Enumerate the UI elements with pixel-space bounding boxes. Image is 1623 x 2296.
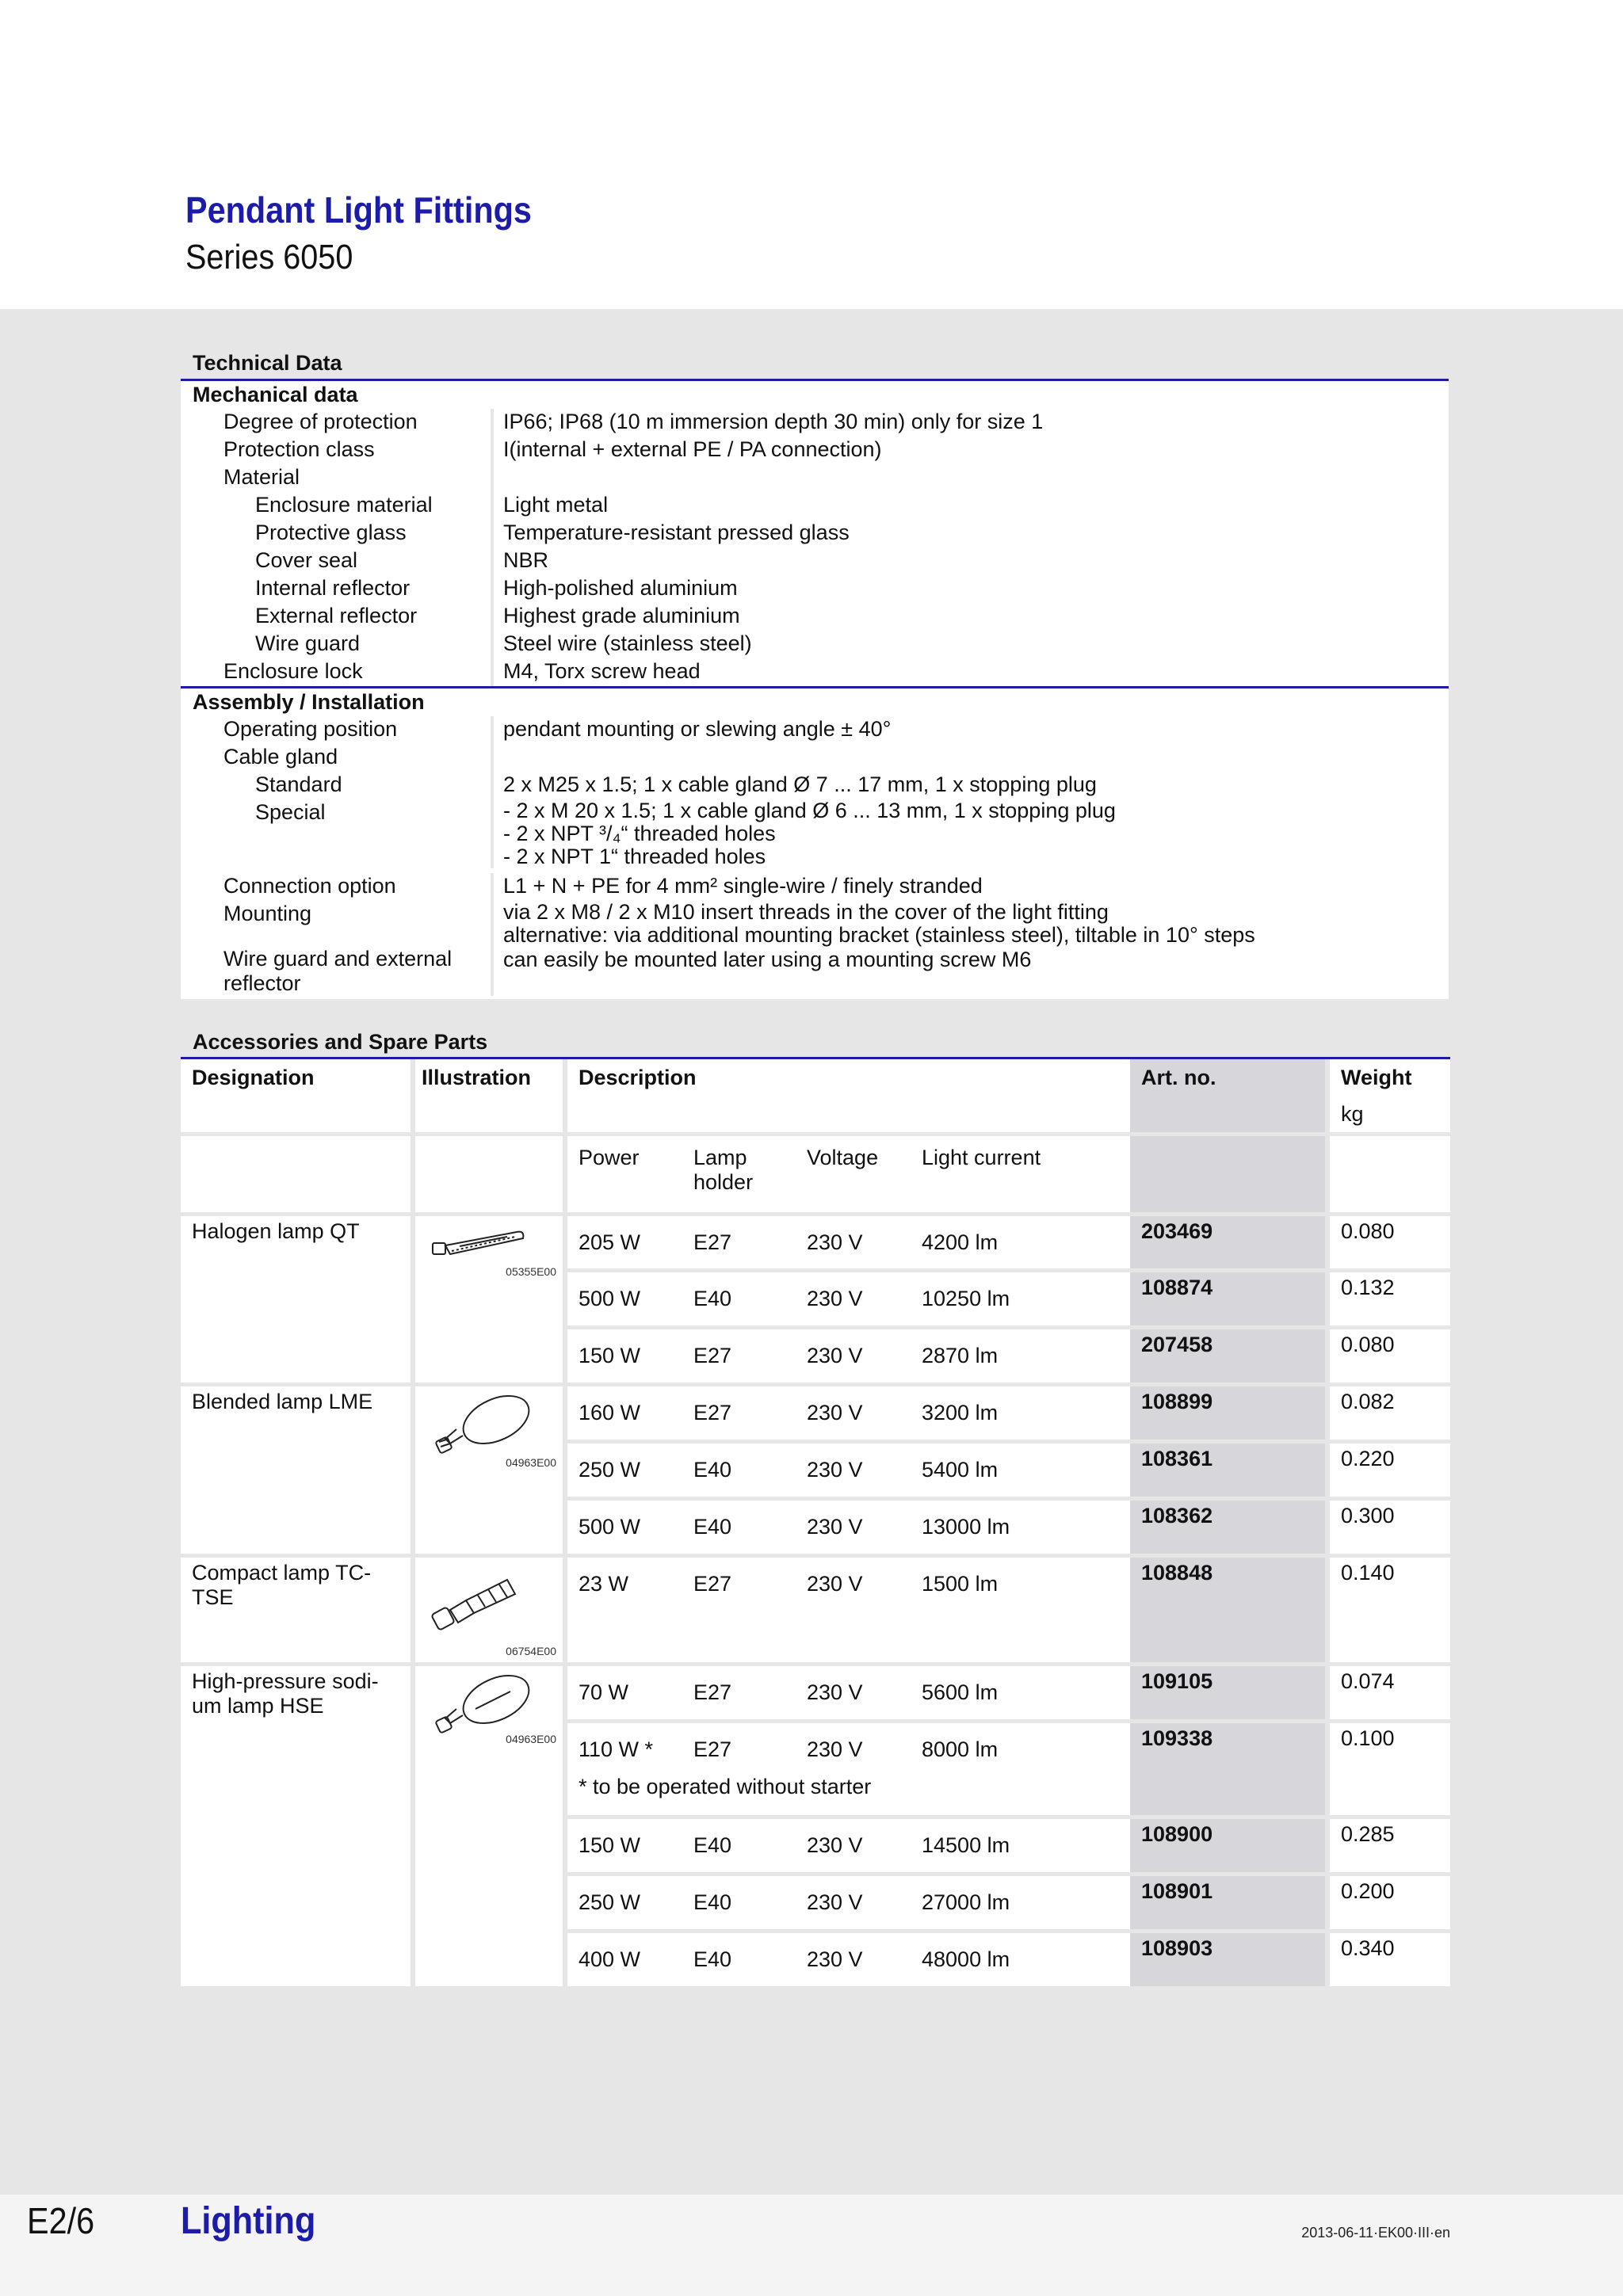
light-value: 2870 lm <box>922 1344 999 1367</box>
table-row <box>181 1212 1450 1268</box>
art-number: 108900 <box>1130 1815 1325 1872</box>
power-value: 23 W <box>579 1572 629 1596</box>
voltage-value: 230 V <box>807 1458 863 1482</box>
tech-value: Steel wire (stainless steel) <box>503 631 752 655</box>
description-cell <box>567 1325 1130 1383</box>
tech-label: Standard <box>181 772 494 799</box>
compact-lamp-icon <box>428 1562 539 1642</box>
voltage-value: 230 V <box>807 1890 863 1914</box>
holder-value: E40 <box>693 1458 732 1482</box>
light-value: 48000 lm <box>922 1947 1010 1971</box>
description-cell <box>567 1212 1130 1268</box>
lamp-label: Lamp <box>693 1146 747 1169</box>
description-cell <box>567 1929 1130 1986</box>
holder-value: E27 <box>693 1572 732 1596</box>
description-cell <box>567 1815 1130 1872</box>
designation-line: High-pressure sodi- <box>192 1669 379 1693</box>
tech-label: Protective glass <box>181 520 494 547</box>
sodium-lamp-icon <box>428 1671 539 1742</box>
weight-unit: kg <box>1341 1102 1364 1126</box>
voltage-value: 230 V <box>807 1680 863 1704</box>
description-cell <box>567 1662 1130 1719</box>
tech-label: Cover seal <box>181 547 494 575</box>
illustration-cell <box>411 1383 567 1554</box>
starter-note: * to be operated without starter <box>579 1775 872 1798</box>
tech-value-line: alternative: via additional mounting bracket (stainless steel), tiltable in 10° steps <box>503 923 1255 947</box>
holder-value: E40 <box>693 1287 732 1310</box>
light-value: 3200 lm <box>922 1401 999 1425</box>
tech-value: Temperature-resistant pressed glass <box>503 521 850 544</box>
designation-cell: Blended lamp LME <box>181 1383 411 1554</box>
technical-data-table <box>181 347 1449 999</box>
holder-value: E27 <box>693 1401 732 1425</box>
tech-label: Degree of protection <box>181 409 494 437</box>
assembly-title: Assembly / Installation <box>181 688 1449 716</box>
holder-value: E40 <box>693 1947 732 1971</box>
subheader-cells <box>567 1132 1130 1212</box>
light-value: 8000 lm <box>922 1737 999 1761</box>
designation-line: um lamp HSE <box>192 1694 324 1718</box>
holder-value: E27 <box>693 1230 732 1254</box>
art-header: Art. no. <box>1130 1059 1325 1132</box>
designation-cell <box>181 1662 411 1986</box>
light-value: 5600 lm <box>922 1680 999 1704</box>
light-value: 10250 lm <box>922 1287 1010 1310</box>
tech-label: Mounting <box>181 901 494 947</box>
accessories-table <box>181 1027 1450 1986</box>
accessories-grid <box>181 1059 1450 1986</box>
tech-label: Special <box>181 799 494 868</box>
designation-line: TSE <box>192 1585 234 1609</box>
tech-value: I(internal + external PE / PA connection) <box>503 437 882 461</box>
illustration-code: 04963E00 <box>506 1733 556 1745</box>
empty-cell <box>1325 1132 1450 1212</box>
power-value: 160 W <box>579 1401 641 1425</box>
tech-row <box>181 631 1449 658</box>
power-value: 500 W <box>579 1287 641 1310</box>
power-value: 400 W <box>579 1947 641 1971</box>
tech-value-line: - 2 x NPT ³/₄“ threaded holes <box>503 822 776 845</box>
tech-value: Highest grade aluminium <box>503 604 740 627</box>
light-value: 4200 lm <box>922 1230 999 1254</box>
tech-value-line: via 2 x M8 / 2 x M10 insert threads in the cover of the light fitting <box>503 900 1109 924</box>
weight-value: 0.082 <box>1325 1383 1450 1440</box>
tech-value-line: - 2 x NPT 1“ threaded holes <box>503 845 766 868</box>
mechanical-section <box>181 379 1449 686</box>
tech-row <box>181 799 1449 868</box>
voltage-value: 230 V <box>807 1344 863 1367</box>
voltage-value: 230 V <box>807 1833 863 1857</box>
weight-value: 0.300 <box>1325 1497 1450 1554</box>
holder-label: holder <box>693 1170 754 1194</box>
voltage-value: 230 V <box>807 1287 863 1310</box>
holder-value: E27 <box>693 1737 732 1761</box>
page-title: Pendant Light Fittings <box>185 189 532 231</box>
tech-row <box>181 464 1449 492</box>
weight-value: 0.080 <box>1325 1212 1450 1268</box>
voltage-value: 230 V <box>807 1401 863 1425</box>
tech-row <box>181 947 1449 999</box>
designation-line: Compact lamp TC- <box>192 1561 372 1585</box>
holder-value: E27 <box>693 1680 732 1704</box>
tech-label-line: Wire guard and external <box>223 947 453 971</box>
holder-value: E40 <box>693 1515 732 1539</box>
page-subtitle: Series 6050 <box>185 238 353 277</box>
tech-row <box>181 492 1449 520</box>
power-value: 205 W <box>579 1230 641 1254</box>
tech-label: Operating position <box>181 716 494 744</box>
page-number: E2/6 <box>27 2200 95 2241</box>
power-value: 250 W <box>579 1890 641 1914</box>
tech-value: High-polished aluminium <box>503 576 738 600</box>
tech-value <box>494 464 1449 492</box>
tech-value: can easily be mounted later using a mounting screw M6 <box>503 948 1032 971</box>
tech-value <box>494 901 1449 947</box>
designation-cell: Halogen lamp QT <box>181 1212 411 1383</box>
voltage-header: Voltage <box>807 1146 879 1169</box>
tech-value: NBR <box>503 548 549 572</box>
empty-cell <box>181 1132 411 1212</box>
tech-label: Enclosure material <box>181 492 494 520</box>
art-number: 108362 <box>1130 1497 1325 1554</box>
header-row <box>181 1059 1450 1132</box>
power-header: Power <box>579 1146 640 1169</box>
tech-label: Wire guard <box>181 631 494 658</box>
weight-value: 0.132 <box>1325 1268 1450 1325</box>
technical-data-caption: Technical Data <box>193 351 342 375</box>
mechanical-title: Mechanical data <box>181 381 1449 409</box>
tech-row <box>181 575 1449 603</box>
tech-value: IP66; IP68 (10 m immersion depth 30 min) only for size 1 <box>503 410 1044 433</box>
art-number: 203469 <box>1130 1212 1325 1268</box>
weight-value: 0.340 <box>1325 1929 1450 1986</box>
tech-value: 2 x M25 x 1.5; 1 x cable gland Ø 7 ... 17 mm, 1 x stopping plug <box>503 772 1097 796</box>
tech-row <box>181 744 1449 772</box>
tech-row <box>181 437 1449 464</box>
tech-label: External reflector <box>181 603 494 631</box>
art-number: 108848 <box>1130 1554 1325 1662</box>
tech-label <box>181 947 494 996</box>
art-number: 108361 <box>1130 1440 1325 1497</box>
voltage-value: 230 V <box>807 1230 863 1254</box>
tech-row <box>181 547 1449 575</box>
table-row <box>181 1554 1450 1662</box>
tech-label: Enclosure lock <box>181 658 494 686</box>
footer-section-title: Lighting <box>181 2200 316 2242</box>
art-number: 207458 <box>1130 1325 1325 1383</box>
light-value: 1500 lm <box>922 1572 999 1596</box>
halogen-lamp-icon <box>428 1221 531 1268</box>
table-row <box>181 1662 1450 1719</box>
voltage-value: 230 V <box>807 1572 863 1596</box>
voltage-value: 230 V <box>807 1947 863 1971</box>
power-value: 110 W * <box>579 1737 654 1761</box>
weight-value: 0.100 <box>1325 1719 1450 1815</box>
tech-label: Cable gland <box>181 744 494 772</box>
weight-value: 0.080 <box>1325 1325 1450 1383</box>
voltage-value: 230 V <box>807 1515 863 1539</box>
power-value: 150 W <box>579 1833 641 1857</box>
illustration-cell <box>411 1662 567 1986</box>
tech-row <box>181 716 1449 744</box>
holder-value: E40 <box>693 1833 732 1857</box>
illustration-header: Illustration <box>411 1059 567 1132</box>
description-cell <box>567 1440 1130 1497</box>
tech-row <box>181 901 1449 947</box>
document-code: 2013-06-11·EK00·III·en <box>1301 2225 1450 2241</box>
light-value: 13000 lm <box>922 1515 1010 1539</box>
assembly-section <box>181 686 1449 999</box>
art-number: 108874 <box>1130 1268 1325 1325</box>
description-cell <box>567 1268 1130 1325</box>
description-cell <box>567 1497 1130 1554</box>
holder-value: E40 <box>693 1890 732 1914</box>
art-number: 109338 <box>1130 1719 1325 1815</box>
tech-label: Internal reflector <box>181 575 494 603</box>
empty-cell <box>1130 1132 1325 1212</box>
description-cell <box>567 1554 1130 1662</box>
illustration-cell <box>411 1554 567 1662</box>
art-number: 109105 <box>1130 1662 1325 1719</box>
description-cell <box>567 1872 1130 1929</box>
weight-value: 0.140 <box>1325 1554 1450 1662</box>
illustration-code: 05355E00 <box>506 1265 556 1278</box>
power-value: 500 W <box>579 1515 641 1539</box>
tech-value <box>494 744 1449 772</box>
tech-value: L1 + N + PE for 4 mm² single-wire / finely stranded <box>503 874 983 898</box>
light-current-header: Light current <box>922 1146 1041 1169</box>
table-row <box>181 1383 1450 1440</box>
designation-header: Designation <box>181 1059 411 1132</box>
weight-value: 0.200 <box>1325 1872 1450 1929</box>
tech-label: Connection option <box>181 873 494 901</box>
weight-header <box>1325 1059 1450 1132</box>
tech-label: Protection class <box>181 437 494 464</box>
tech-row <box>181 772 1449 799</box>
illustration-cell <box>411 1212 567 1383</box>
weight-label: Weight <box>1341 1066 1412 1089</box>
art-number: 108903 <box>1130 1929 1325 1986</box>
tech-label: Material <box>181 464 494 492</box>
tech-value <box>494 799 1449 868</box>
description-header: Description <box>567 1059 1130 1132</box>
voltage-value: 230 V <box>807 1737 863 1761</box>
accessories-caption: Accessories and Spare Parts <box>181 1027 1450 1059</box>
power-value: 70 W <box>579 1680 629 1704</box>
weight-value: 0.285 <box>1325 1815 1450 1872</box>
weight-value: 0.074 <box>1325 1662 1450 1719</box>
blended-lamp-icon <box>428 1391 539 1463</box>
subheader-row <box>181 1132 1450 1212</box>
tech-row <box>181 603 1449 631</box>
light-value: 5400 lm <box>922 1458 999 1482</box>
light-value: 14500 lm <box>922 1833 1010 1857</box>
description-cell <box>567 1383 1130 1440</box>
description-cell <box>567 1719 1130 1815</box>
tech-value: pendant mounting or slewing angle ± 40° <box>503 717 892 741</box>
tech-row <box>181 868 1449 901</box>
tech-row <box>181 409 1449 437</box>
tech-label-line: reflector <box>223 971 301 995</box>
art-number: 108901 <box>1130 1872 1325 1929</box>
illustration-code: 06754E00 <box>506 1645 556 1657</box>
power-value: 250 W <box>579 1458 641 1482</box>
illustration-code: 04963E00 <box>506 1456 556 1469</box>
light-value: 27000 lm <box>922 1890 1010 1914</box>
power-value: 150 W <box>579 1344 641 1367</box>
lamp-holder-header <box>693 1146 807 1195</box>
weight-value: 0.220 <box>1325 1440 1450 1497</box>
tech-row <box>181 520 1449 547</box>
tech-value: M4, Torx screw head <box>503 659 701 683</box>
tech-value-line: - 2 x M 20 x 1.5; 1 x cable gland Ø 6 ... 13 mm, 1 x stopping plug <box>503 799 1116 822</box>
empty-cell <box>411 1132 567 1212</box>
tech-value: Light metal <box>503 493 609 517</box>
holder-value: E27 <box>693 1344 732 1367</box>
designation-cell <box>181 1554 411 1662</box>
tech-row <box>181 658 1449 686</box>
art-number: 108899 <box>1130 1383 1325 1440</box>
